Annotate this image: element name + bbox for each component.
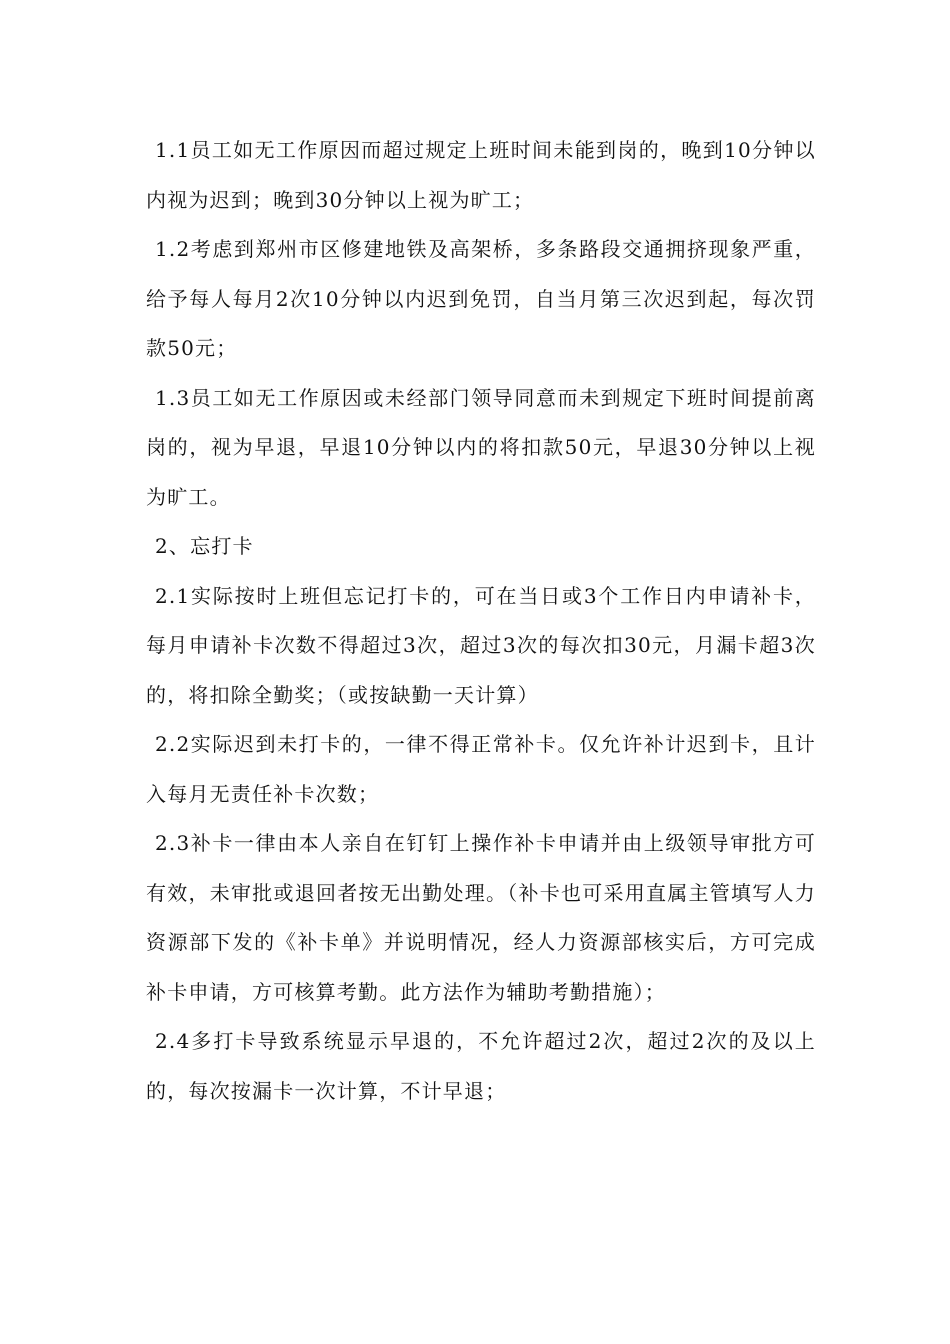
paragraph-1-3-early-leave: 1.3员工如无工作原因或未经部门领导同意而未到规定下班时间提前离岗的，视为早退，早退10分钟以内的将扣款50元，早退30分钟以上视为旷工。: [146, 385, 816, 509]
paragraph-2-4-extra-clock: 2.4多打卡导致系统显示早退的，不允许超过2次，超过2次的及以上的，每次按漏卡一次计算，不计早退；: [146, 1029, 816, 1103]
section-heading-forgot-clock-in: 2、忘打卡: [155, 534, 254, 558]
paragraph-1-1-late-arrival: 1.1员工如无工作原因而超过规定上班时间未能到岗的，晚到10分钟以内视为迟到；晚到30分钟以上视为旷工；: [146, 138, 816, 212]
paragraph-2-2-late-no-card: 2.2实际迟到未打卡的，一律不得正常补卡。仅允许补计迟到卡，且计入每月无责任补卡次数；: [146, 732, 816, 806]
paragraph-2-3-approval-process: 2.3补卡一律由本人亲自在钉钉上操作补卡申请并由上级领导审批方可有效，未审批或退回者按无出勤处理。（补卡也可采用直属主管填写人力资源部下发的《补卡单》并说明情况，经人力资源部核实后，方可完成补卡申请，方可核算考勤。此方法作为辅助考勤措施）；: [146, 831, 816, 1004]
paragraph-1-2-traffic-allowance: 1.2考虑到郑州市区修建地铁及高架桥，多条路段交通拥挤现象严重，给予每人每月2次10分钟以内迟到免罚，自当月第三次迟到起，每次罚款50元；: [146, 237, 816, 360]
document-body: [146, 126, 816, 1116]
paragraph-2-1-makeup-card: 2.1实际按时上班但忘记打卡的，可在当日或3个工作日内申请补卡，每月申请补卡次数不得超过3次，超过3次的每次扣30元，月漏卡超3次的，将扣除全勤奖；（或按缺勤一天计算）: [146, 583, 816, 707]
